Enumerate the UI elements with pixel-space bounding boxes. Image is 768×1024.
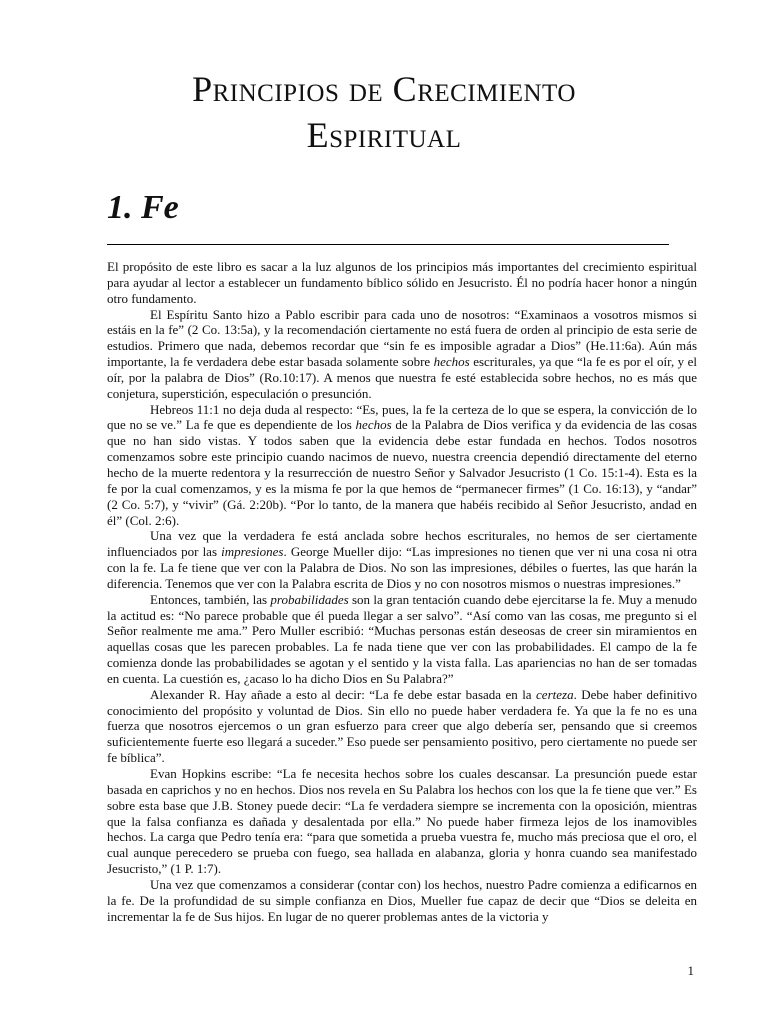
text-run: Una vez que comenzamos a considerar (contar con) los hechos, nuestro Padre comienza a edificarnos en la fe. De la profundidad de su simple confianza en Dios, Mueller fue capaz de decir que “Dios se deleita en incrementar la fe de Sus hijos. En lugar de no querer problemas antes de la victoria y xyxy=(107,876,697,924)
italic-term: certeza xyxy=(536,686,574,702)
text-run: El Espíritu Santo hizo a Pablo escribir para cada uno de nosotros: “Examinaos a vosotros mismos si estáis en la fe” (2 Co. 13:5a), y la recomendación ciertamente no está fuera de orden al principio de esta serie de estudios. Primero que nada, debemos recordar que “sin fe es imposible agradar a Dios” (He.11:6a). Aún más importante, la fe verdadera debe estar basada solamente sobre xyxy=(107,306,697,370)
body-text xyxy=(107,259,697,924)
text-run: escriturales, ya que “la fe es por el oír, y el oír, por la palabra de Dios” (Ro.10:17). A menos que nuestra fe esté establecida sobre hechos, no es más que conjetura, superstición, especulación o presunción. xyxy=(107,354,697,401)
text-run: Evan Hopkins escribe: “La fe necesita hechos sobre los cuales descansar. La presunción puede estar basada en caprichos y no en hechos. Dios nos revela en Su Palabra los hechos con los que la fe tiene que ver.” Es sobre esta base que J.B. Stoney puede decir: “La fe verdadera siempre se incrementa con la oposición, mientras que la falsa confianza es dañada y desalentada por ella.” No puede haber firmeza lejos de los inamovibles hechos. La carga que Pedro tenía era: “para que sometida a prueba vuestra fe, mucho más preciosa que el oro, el cual aunque perecedero se prueba con fuego, sea hallada en alabanza, gloria y honra cuando sea manifestado Jesucristo,” (1 P. 1:7). xyxy=(107,766,697,877)
paragraph-7 xyxy=(107,766,697,877)
text-run: Entonces, también, las xyxy=(150,591,271,607)
paragraph-6 xyxy=(107,687,697,766)
italic-term: hechos xyxy=(355,417,392,433)
italic-term: impresiones xyxy=(221,544,284,560)
chapter-heading: 1. Fe xyxy=(107,189,179,226)
text-run: Una vez que la verdadera fe está anclada sobre hechos escriturales, no hemos de ser ciertamente influenciados por las xyxy=(107,528,697,560)
title-line-2: Espiritual xyxy=(306,115,462,155)
paragraph-2 xyxy=(107,307,697,402)
title-line-1: Principios de Crecimiento xyxy=(192,69,576,109)
italic-term: probabilidades xyxy=(270,591,349,607)
horizontal-rule xyxy=(107,244,669,245)
text-run: El propósito de este libro es sacar a la luz algunos de los principios más importantes del crecimiento espiritual para ayudar al lector a establecer un fundamento bíblico sólido en Jesucristo. Él no podría hacer honor a ningún otro fundamento. xyxy=(107,259,697,306)
paragraph-3 xyxy=(107,402,697,529)
text-run: Alexander R. Hay añade a esto al decir: “La fe debe estar basada en la xyxy=(150,686,537,702)
text-run: Hebreos 11:1 no deja duda al respecto: “Es, pues, la fe la certeza de lo que se espera, la convicción de lo que no se ve.” La fe que es dependiente de los xyxy=(107,401,697,433)
text-run: son la gran tentación cuando debe ejercitarse la fe. Muy a menudo la actitud es: “No parece probable que él pueda llegar a ser salvo”. “Así como van las cosas, me pregunto si el Señor realmente me ama.” Pero Muller escribió: “Muchas personas están deseosas de creer sin miramientos en aquellas cosas que les parecen probables. La fe nada tiene que ver con las probabilidades. El campo de la fe comienza donde las probabilidades se agotan y el sentido y la vista falla. Las apariencias no han de ser tomadas en cuenta. La cuestión es, ¿acaso lo ha dicho Dios en Su Palabra?” xyxy=(107,591,697,686)
paragraph-5 xyxy=(107,592,697,687)
document-title xyxy=(0,66,768,158)
paragraph-4 xyxy=(107,528,697,591)
text-run: . George Mueller dijo: “Las impresiones no tienen que ver ni una cosa ni otra con la fe. La fe tiene que ver con la Palabra de Dios. No son las impresiones, débiles o fuertes, las que harán la diferencia. Tenemos que ver con la Palabra escrita de Dios y no con nosotros mismos o nuestras impresiones.” xyxy=(107,544,697,591)
paragraph-1 xyxy=(107,259,697,307)
text-run: . Debe haber definitivo conocimiento del propósito y voluntad de Dios. Sin ello no puede haber verdadera fe. Ya que la fe no es una fuerza que nosotros ejercemos o un gran esfuerzo para creer que algo debería ser, pensando que si creemos suficientemente fuerte eso llegará a suceder.” Eso puede ser pensamiento positivo, pero ciertamente no puede ser fe bíblica”. xyxy=(107,686,697,766)
page-number: 1 xyxy=(687,963,694,978)
italic-term: hechos xyxy=(433,354,470,370)
text-run: de la Palabra de Dios verifica y da evidencia de las cosas que no han sido vistas. Y todos saben que la evidencia debe estar fundada en hechos. Todos nosotros comenzamos sobre este principio cuando nacimos de nuevo, nuestra creencia dependió directamente del eterno hecho de la muerte redentora y la resurrección de nuestro Señor y Salvador Jesucristo (1 Co. 15:1-4). Esta es la fe por la cual comenzamos, y es la misma fe por la que hemos de “permanecer firmes” (1 Co. 16:13), y “andar” (2 Co. 5:7), y “vivir” (Gá. 2:20b). “Por lo tanto, de la manera que habéis recibido al Señor Jesucristo, andad en él” (Col. 2:6). xyxy=(107,417,697,528)
paragraph-8 xyxy=(107,877,697,925)
